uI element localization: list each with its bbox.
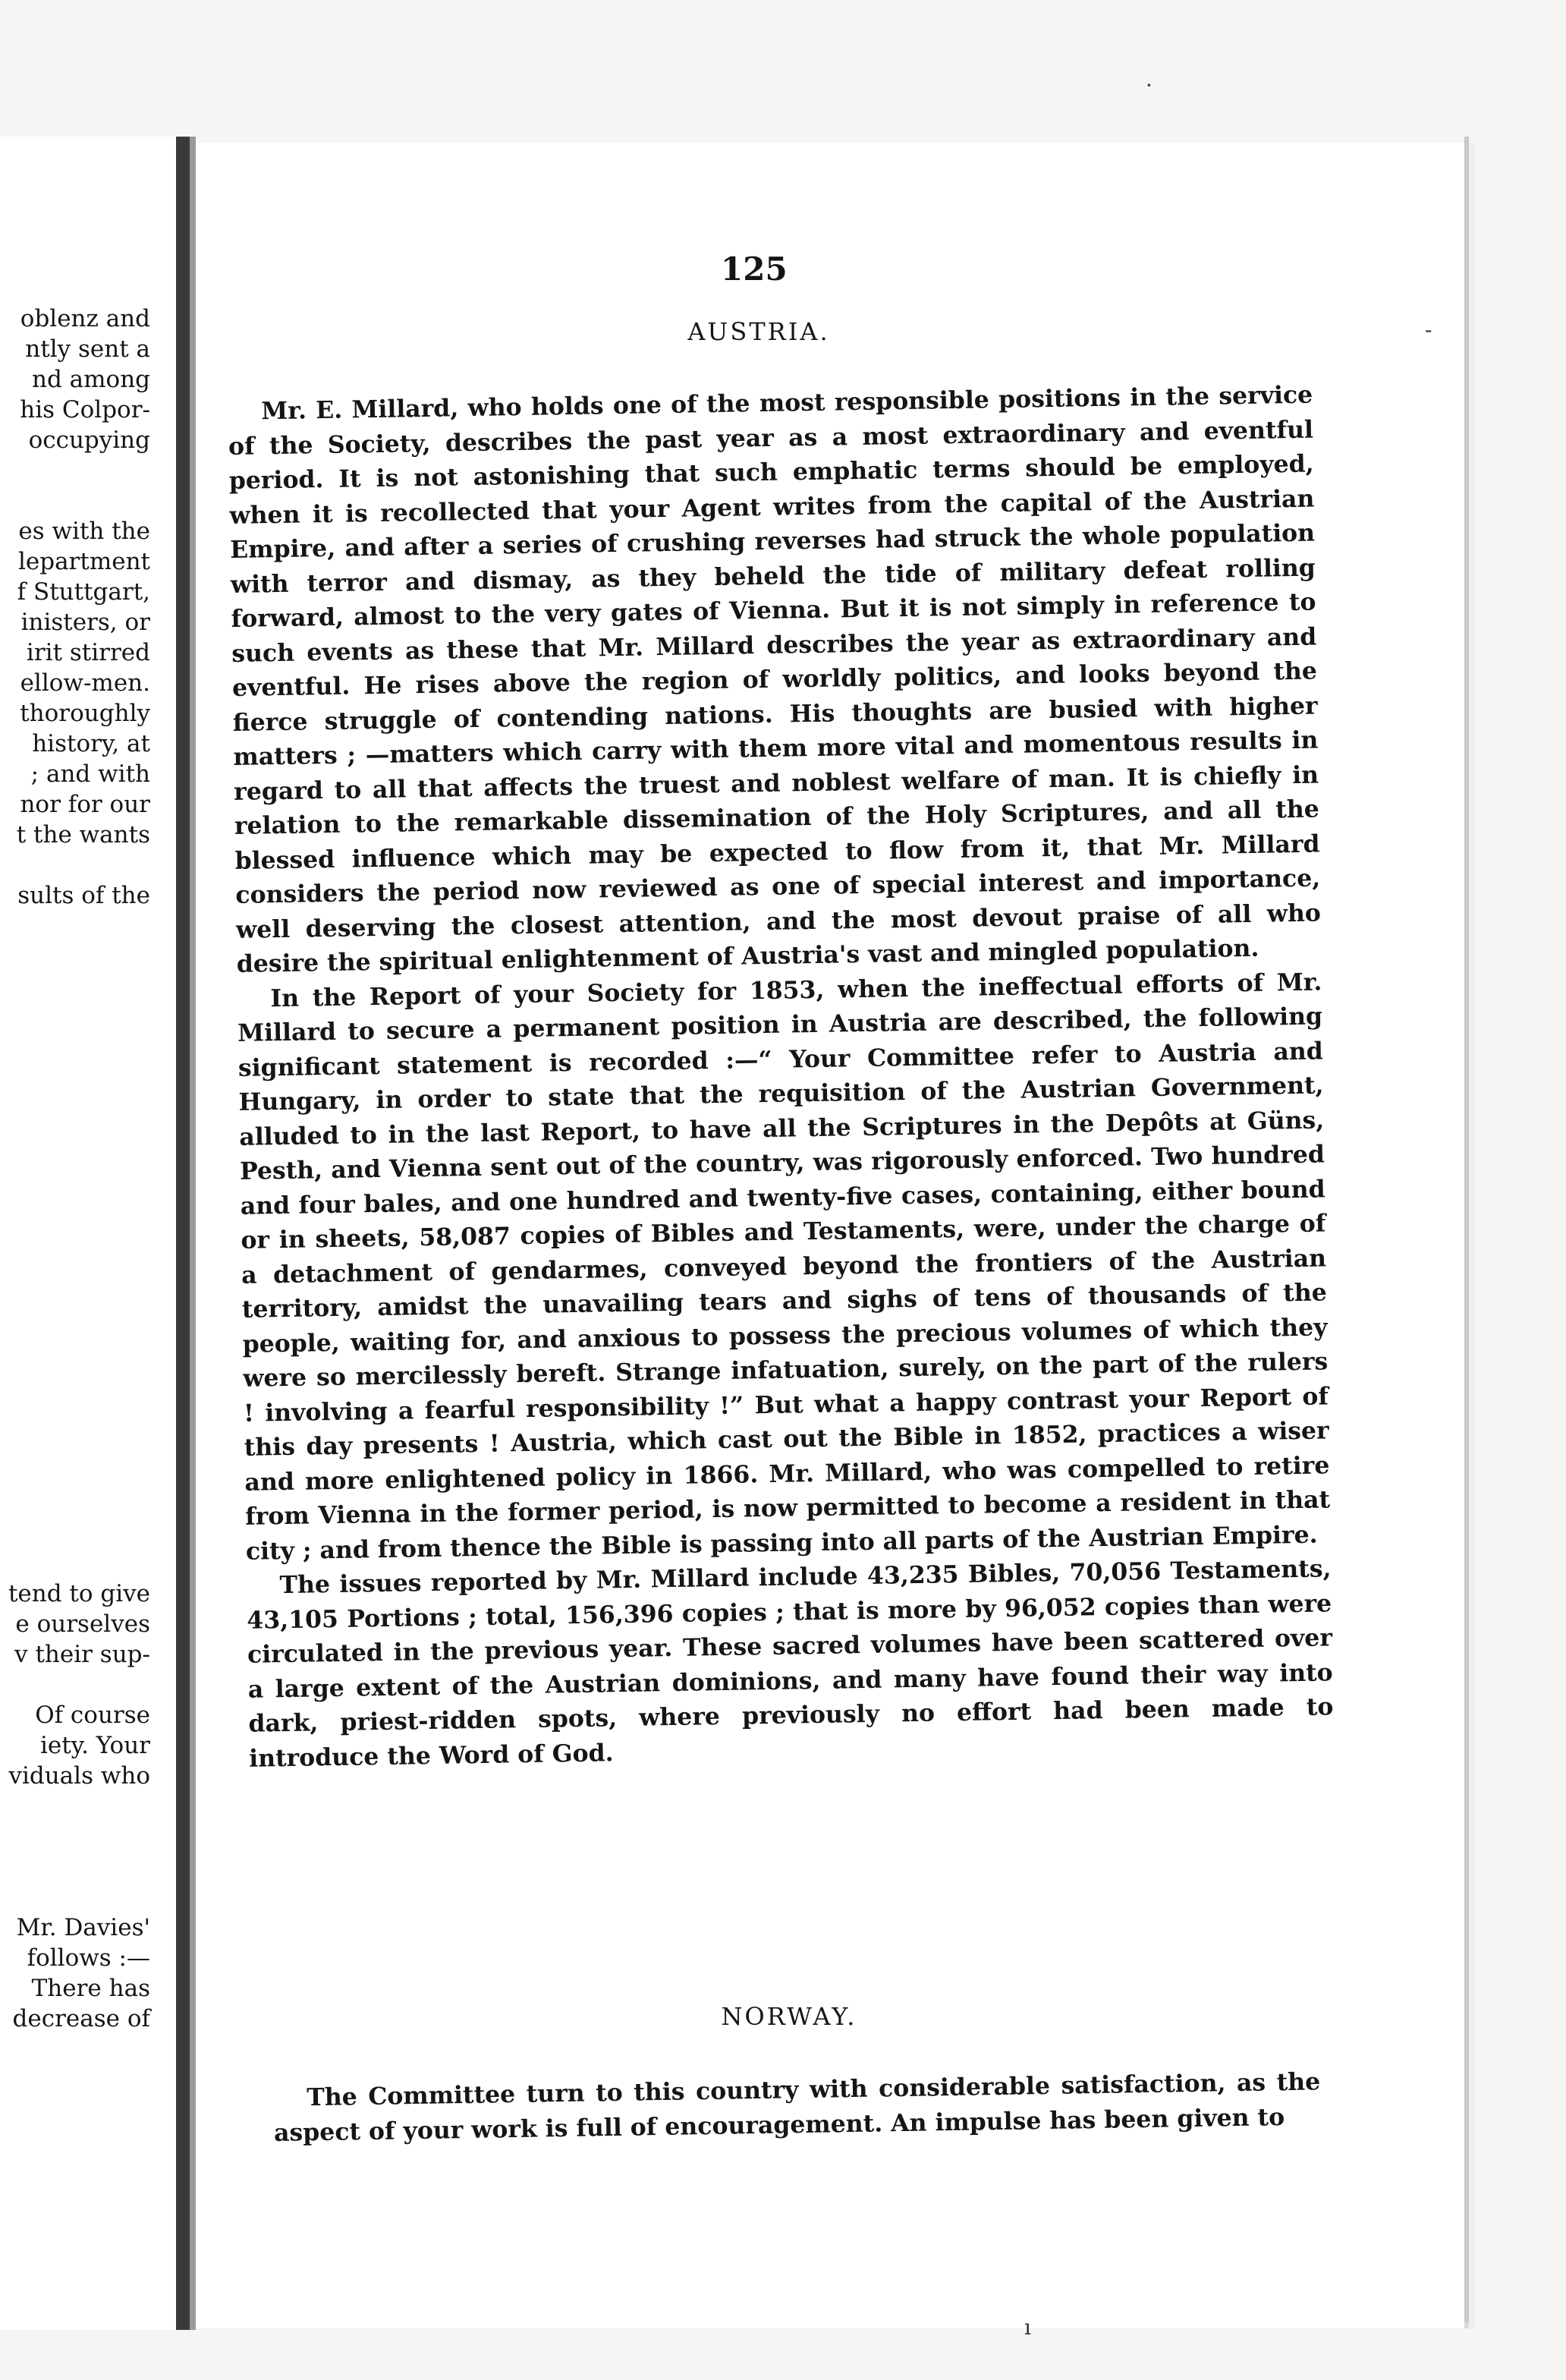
left-page-fragment: nd among [31, 366, 150, 393]
left-page-fragment: ; and with [30, 760, 150, 788]
left-page-fragment: inisters, or [20, 609, 150, 636]
austria-paragraph-2: In the Report of your Society for 1853, when the ineffectual efforts of Mr. Millard to secure a permanent position in Austria are described, the following significant statement is recorded :—“ Your Committee refer to Austria and Hungary, in order to state that the requisition of the Austrian Government, alluded to in the last Report, to have all the Scriptures in the Depôts at Güns, Pesth, and Vienna sent out of the country, was rigorously enforced. Two hundred and four bales, and one hundred and twenty-five cases, containing, either bound or in sheets, 58,087 copies of Bibles and Testaments, were, under the charge of a detachment of gendarmes, conveyed beyond the frontiers of the Austrian territory, amidst the unavailing tears and sighs of tens of thousands of the people, waiting for, and anxious to possess the precious volumes of which they were so mercilessly bereft. Strange infatuation, surely, on the part of the rulers ! involving a fearful responsibility !” But what a happy contrast your Report of this day presents ! Austria, which cast out the Bible in 1852, practices a wiser and more enlightened policy in 1866. Mr. Millard, who was compelled to retire from Vienna in the former period, is now permitted to become a resident in that city ; and from thence the Bible is passing into all parts of the Austrian Empire. [237, 967, 1331, 1566]
left-page-fragment: decrease of [12, 2005, 150, 2032]
book-gutter-shadow [190, 137, 196, 2330]
scan-speck: · [1146, 73, 1152, 98]
left-page-fragment: thoroughly [20, 700, 150, 727]
left-page-fragment: f Stuttgart, [17, 578, 150, 606]
left-page-fragment: lepartment [17, 548, 150, 575]
left-page-fragment: occupying [28, 427, 150, 454]
left-page-fragment: e ourselves [15, 1610, 150, 1638]
left-page-fragment: his Colpor- [20, 396, 150, 423]
left-page-fragment: es with the [18, 518, 150, 545]
left-page-fragment: iety. Your [39, 1732, 150, 1759]
left-page-fragment: viduals who [8, 1762, 150, 1790]
left-page-fragment: history, at [32, 730, 150, 757]
left-facing-page [0, 137, 176, 2330]
section-heading-norway: NORWAY. [721, 2002, 857, 2031]
left-page-fragment: Of course [35, 1702, 150, 1729]
austria-paragraph-3: The issues reported by Mr. Millard include 43,235 Bibles, 70,056 Testaments, 43,105 Portions ; total, 156,396 copies ; that is more by 96,052 copies than were circulated in the previous year. These sacred volumes have been scattered over a large extent of the Austrian dominions, and many have found their way into dark, priest-ridden spots, where previously no effort had been made to introduce the Word of God. [247, 1554, 1334, 1773]
left-page-fragment: ntly sent a [25, 335, 150, 363]
page-edge [1464, 137, 1469, 2322]
left-page-fragment: Mr. Davies' [16, 1914, 150, 1941]
left-page-fragment: nor for our [20, 791, 150, 818]
page-number: 125 [721, 250, 788, 288]
left-page-fragment: v their sup- [14, 1641, 150, 1668]
scan-dash: - [1425, 317, 1432, 342]
norway-paragraph-1: The Committee turn to this country with considerable satisfaction, as the aspect of your work is full of encouragement. An impulse has been given to [273, 2067, 1321, 2147]
austria-paragraph-1: Mr. E. Millard, who holds one of the most responsible positions in the service of the Society, describes the past year as a most extraordinary and eventful period. It is not astonishing that such emphatic terms should be employed, when it is recollected that your Agent writes from the capital of the Austrian Empire, and after a series of crushing reverses had struck the whole population with terror and dismay, as they beheld the tide of military defeat rolling forward, almost to the very gates of Vienna. But it is not simply in reference to such events as these that Mr. Millard describes the year as extraordinary and eventful. He rises above the region of worldly politics, and looks beyond the fierce struggle of contending nations. His thoughts are busied with higher matters ; —matters which carry with them more vital and momentous results in regard to all that affects the truest and noblest welfare of man. It is chiefly in relation to the remarkable dissemination of the Holy Scriptures, and all the blessed influence which may be expected to flow from it, that Mr. Millard considers the period now reviewed as one of special interest and importance, well deserving the closest attention, and the most devout praise of all who desire the spiritual enlightenment of Austria's vast and mingled population. [228, 380, 1322, 978]
left-page-fragment: follows :— [27, 1944, 150, 1972]
section-heading-austria: AUSTRIA. [687, 317, 830, 346]
scan-speck: ı [1024, 2315, 1031, 2340]
left-page-fragment: tend to give [8, 1580, 150, 1607]
left-page-fragment: t the wants [16, 821, 150, 848]
austria-section-body [228, 378, 1334, 1776]
left-page-fragment: oblenz and [20, 305, 150, 332]
left-page-fragment: sults of the [17, 882, 150, 909]
left-page-fragment: ellow-men. [20, 669, 150, 697]
left-page-fragment: There has [31, 1975, 150, 2002]
left-page-fragment: irit stirred [26, 639, 150, 666]
book-gutter [176, 137, 190, 2330]
